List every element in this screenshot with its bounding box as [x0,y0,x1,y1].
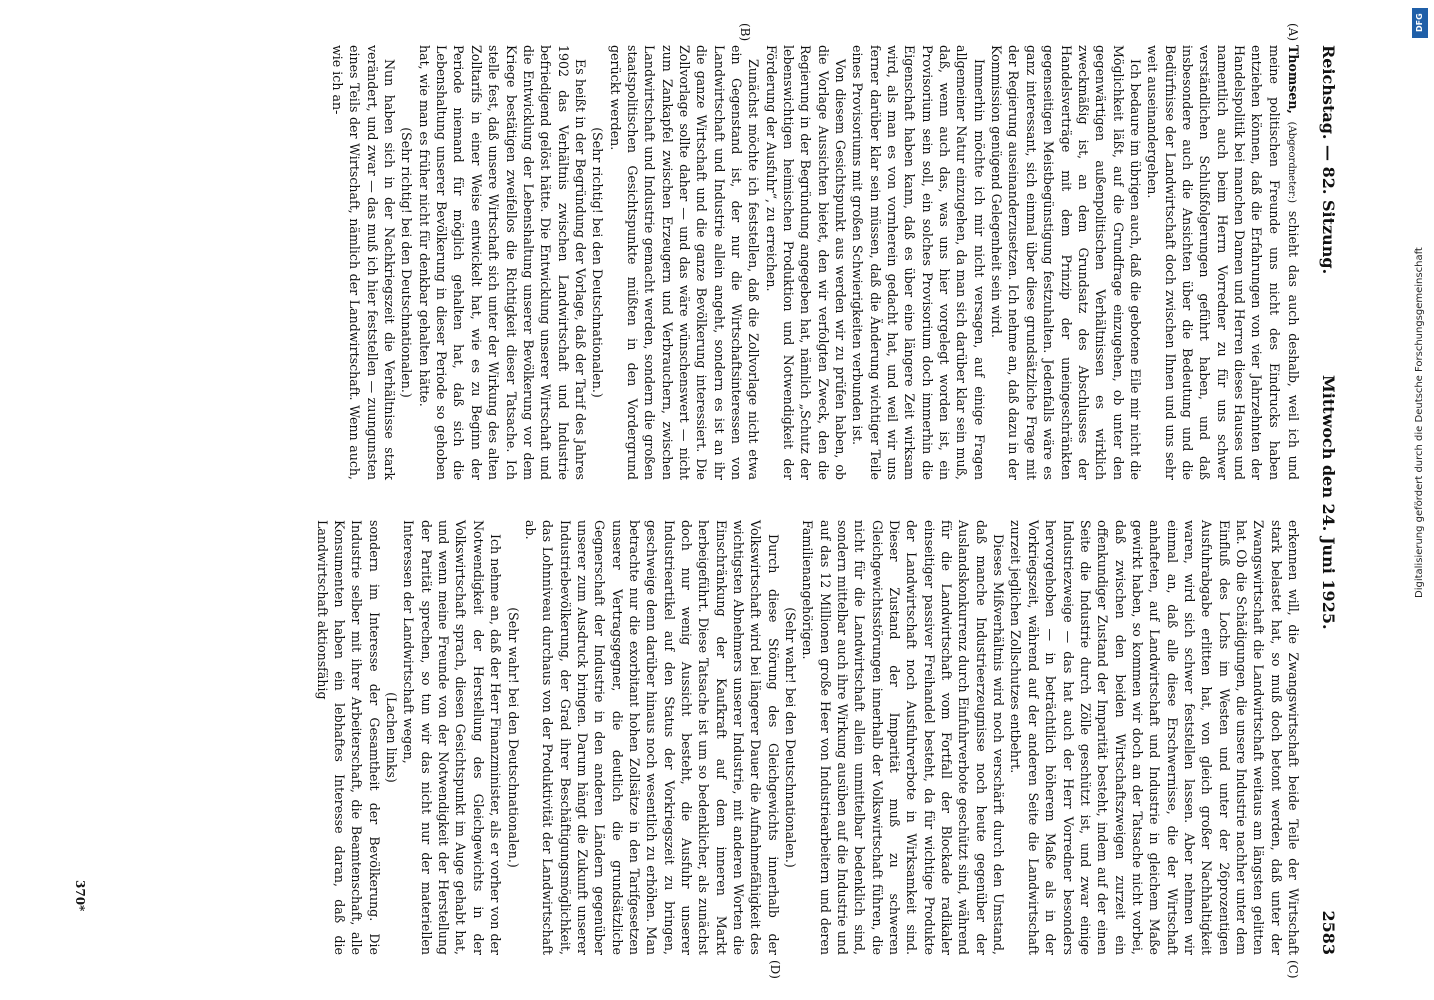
paragraph: Es heißt in der Begründung der Vorlage, daß der Tarif des Jahres 1902 das Verhältnis zwischen Landwirtschaft und Industrie befriedigend gelöst hätte. Die Entwicklung unserer Wirtschaft und die Entwicklung der Lebenshaltung unserer Bevölkerung vor dem Kriege bestätigen zweifellos die Richtigkeit dieser Tatsache. Ich stelle fest, daß unsere Wirtschaft sich unter der Wirkung des alten Zolltarifs in einer Weise entwickelt hat, wie es zu Beginn der Periode niemand für möglich gehalten hat, daß sich die Lebenshaltung unserer Bevölkerung in dieser Periode so gehoben hat, wie man es früher nicht für denkbar gehalten hätte. [416,45,588,480]
header-page-number: 2583 [1319,910,1338,955]
page-header [1312,45,1342,955]
document-page [73,23,1342,979]
interjection: (Sehr wahr! bei den Deutschnationalen.) [505,607,521,868]
paragraph: Immerhin möchte ich mir nicht versagen, auf einige Fragen allgemeiner Natur einzugehen, da man sich darüber klar sein muß, daß, wenn auch das, was uns hier vorgelegt worden ist, ein Provisorium sein soll, ein solches Provisorium doch immerhin die Eigenschaft haben kann, daß es über eine längere Zeit wirksam wird, als man es von vornherein gedacht hat, und weil wir uns ferner darüber klar sein müssen, daß die Änderung wichtiger Teile eines Provisoriums mit großen Schwierigkeiten verbunden ist. [850,45,987,480]
paragraph: Dieses Mißverhältnis wird noch verschärft durch den Umstand, daß manche Industrieerzeugnisse noch heute gegenüber der Auslandskonkurrenz durch Einfuhrverbote geschützt sind, während für die Landwirtschaft vom Fortfall der Blockade radikaler einseitiger passiver Freihandel besteht, da für wichtige Produkte der Landwirtschaft noch Ausfuhrverbote in Wirksamkeit sind. Dieser Zustand der Imparität muß zu schweren Gleichgewichtsstörungen innerhalb der Volkswirtschaft führen, die nicht für die Landwirtschaft allein unmittelbar bedenklich sind, sondern mittelbar auch ihre Wirkung ausüben auf die Industrie und auf das 12 Millionen große Heer von Industriearbeitern und deren Familienangehörigen. [800,520,1007,955]
paragraph: Nun haben sich in der Nachkriegszeit die Verhältnisse stark verändert, und zwar — das muß ich hier feststellen — zuungunsten eines Teils der Wirtschaft, nämlich der Landwirtschaft. Wenn auch, wie ich an- [330,45,398,480]
paragraph: Ich nehme an, daß der Herr Finanzminister, als er vorher von der Notwendigkeit der Herstellung des Gleichgewichts in der Volkswirtschaft sprach, diesen Gesichtspunkt im Auge gehabt hat, und wenn meine Freunde von der Notwendigkeit der Herstellung der Parität sprechen, so tun wir das nicht nur der materiellen Interessen der Landwirtschaft wegen, [401,520,504,955]
speaker-name: Thomsen, [1286,45,1301,114]
paragraph: Ich bedaure im übrigen auch, daß die gebotene Eile mir nicht die Möglichkeit läßt, auf die Grundfrage einzugehen, ob unter den gegenwärtigen außenpolitischen Verhältnissen es wirklich zweckmäßig ist, an dem Grundsatz des Abschlusses der Handelsverträge mit dem Prinzip der uneingeschränkten gegenseitigen Meistbegünstigung festzuhalten. Jedenfalls wäre es ganz interessant, sich einmal über diese grundsätzliche Frage mit der Regierung auseinanderzusetzen. Ich nehme an, daß dazu in der Kommission genügend Gelegenheit sein wird. [989,45,1143,480]
paragraph: Durch diese Störung des Gleichgewichts innerhalb der Volkswirtschaft wird bei längerer Dauer die Aufnahmefähigkeit des wichtigsten Abnehmers unserer Industrie, mit anderen Worten die Einschränkung der Kaufkraft auf dem inneren Markt herbeigeführt. Diese Tatsache ist um so bedenklicher, als zunächst doch nur wenig Aussicht besteht, die Ausfuhr unserer Industrieartikel auf den Status der Vorkriegszeit zu bringen, geschweige denn darüber hinaus noch wesentlich zu erhöhen. Man betrachte nur die exorbitant hohen Zollsätze in den Tarifgesetzen unserer Vertragsgegner, die deutlich die grundsätzliche Gegnerschaft der Industrie in den anderen Ländern gegenüber unserer zum Ausdruck bringen. Darum hängt die Zukunft unserer Industriebevölkerung, der Grad ihrer Beschäftigungsmöglichkeit, das Lohnniveau durchaus von der Produktivität der Landwirtschaft ab. [522,520,781,955]
text-column-right [313,520,1302,955]
interjection: (Lachen links) [384,692,400,783]
paragraph: sondern im Interesse der Gesamtheit der Bevölkerung. Die Industrie selber mit ihrer Arbeiterschaft, die Beamtenschaft, alle Konsumenten haben ein lebhaftes Interesse daran, daß die Landwirtschaft aktionsfähig [314,520,382,955]
funding-credit: Digitalisierung gefördert durch die Deutsche Forschungsgemeinschaft [1414,247,1425,598]
signature-mark: 370* [73,880,87,912]
paragraph: Zunächst möchte ich feststellen, daß die Zollvorlage nicht etwa ein Gegenstand ist, der nur die Wirtschaftsinteressen von Landwirtschaft und Industrie allein angeht, sondern es ist an ihr die ganze Wirtschaft und die ganze Bevölkerung interessiert. Die Zollvorlage sollte daher — und das wäre wünschenswert — nicht zum Zankapfel zwischen Erzeugern und Verbrauchern, zwischen Landwirtschaft und Industrie gemacht werden, sondern die großen staatspolitischen Gesichtspunkte müßten in den Vordergrund gerückt werden. [607,45,762,480]
paragraph: Thomsen, (Abgeordneter:) schieht das auch deshalb, weil ich und meine politischen Freunde uns nicht des Eindrucks haben entziehen können, daß die Erfahrungen von vier Jahrzehnten der Handelspolitik bei manchen Damen und Herren dieses Hauses und namentlich auch beim Herrn Vorredner zu für uns schwer verständlichen Schlußfolgerungen geführt haben, und daß insbesondere auch die Ansichten über die Bedeutung und die Bedürfnisse der Landwirtschaft doch zwischen Ihnen und uns sehr weit auseinandergehen. [1145,45,1301,480]
speaker-role: Abgeordneter: [1286,125,1297,200]
text-column-left [329,45,1302,480]
paragraph: Von diesem Gesichtspunkt aus werden wir zu prüfen haben, ob die Vorlage Aussichten bietet, den wir verfolgten Zweck, den die Regierung in der Begründung angegeben hat, nämlich „Schutz der lebenswichtigen heimischen Produktion und Notwendigkeit der Förderung der Ausfuhr“, zu erreichen. [763,45,849,480]
margin-marker-c: (C) [1286,960,1300,979]
margin-marker-a: (A) [1286,23,1300,42]
margin-marker-b: (B) [738,23,752,42]
header-session: Reichstag. — 82. Sitzung. [1319,45,1338,275]
header-date: Mittwoch den 24. Juni 1925. [1319,375,1338,630]
dfg-logo: DFG [1412,8,1428,38]
interjection: (Sehr richtig! bei den Deutschnationalen.) [399,127,415,398]
paragraph: erkennen will, die Zwangswirtschaft beide Teile der Wirtschaft stark belastet hat, so muß doch betont werden, daß unter der Zwangswirtschaft die Landwirtschaft weitaus am längsten gelitten hat. Ob die Schädigungen, die unsere Industrie nachher unter dem Einfluß des Lochs im Westen und unter der 26prozentigen Ausfuhrabgabe erlitten hat, von gleich großer Nachhaltigkeit waren, wird sich schwer feststellen lassen. Aber nehmen wir einmal an, daß alle diese Erschwernisse, die der Wirtschaft anhafteten, auf Landwirtschaft und Industrie in gleichem Maße gewirkt haben, so kommen wir doch an der Tatsache nicht vorbei, daß zwischen den beiden Wirtschaftszweigen zurzeit ein offenkundiger Zustand der Imparität besteht, indem auf der einen Seite die Industrie durch Zölle geschützt ist, und zwar einige Industriezweige — das hat auch der Herr Vorredner besonders hervorgehoben — in beträchtlich höherem Maße als in der Vorkriegszeit, während auf der anderen Seite die Landwirtschaft zurzeit jeglichen Zollschutzes entbehrt. [1008,520,1301,955]
margin-marker-d: (D) [768,960,782,979]
dfg-sidebar [1408,8,1432,598]
interjection: (Sehr wahr! bei den Deutschnationalen.) [783,607,799,868]
paragraph-text: schieht das auch deshalb, weil ich und meine politischen Freunde uns nicht des Eindrucks haben entziehen können, daß die Erfahrungen von vier Jahrzehnten der Handelspolitik bei manchen Damen und Herren dieses Hauses und namentlich auch beim Herrn Vorredner zu für uns schwer verständlichen Schlußfolgerungen geführt haben, und daß insbesondere auch die Ansichten über die Bedeutung und die Bedürfnisse der Landwirtschaft doch zwischen Ihnen und uns sehr weit auseinandergehen. [1145,45,1301,480]
interjection: (Sehr richtig! bei den Deutschnationalen.) [590,127,606,398]
